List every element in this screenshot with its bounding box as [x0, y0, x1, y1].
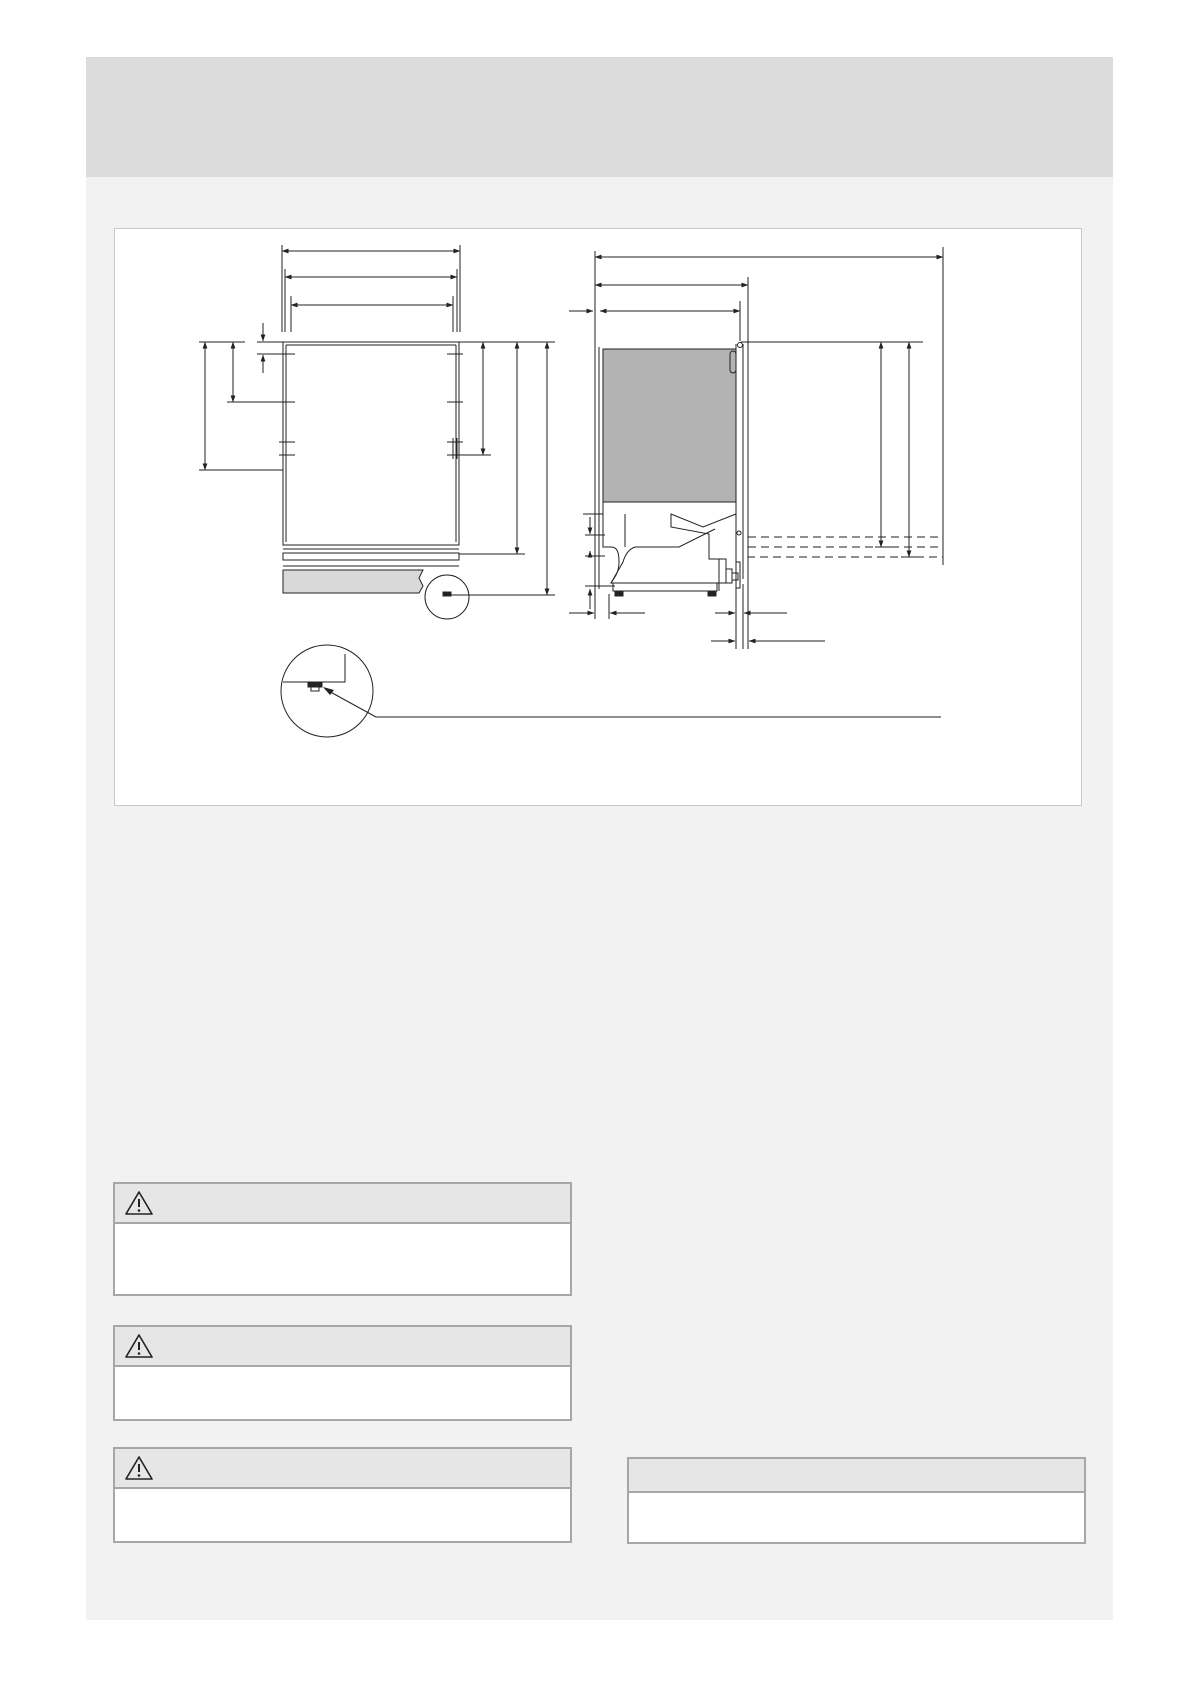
foot-detail-callout: [281, 645, 941, 737]
warning-box-2: [113, 1325, 572, 1421]
warning-header-2: [115, 1327, 570, 1367]
note-text: [629, 1493, 1084, 1513]
header-band: [86, 57, 1113, 177]
front-view: [199, 245, 555, 619]
warning-text-3: [115, 1489, 570, 1509]
warning-triangle-icon: [124, 1333, 154, 1359]
warning-header-1: [115, 1184, 570, 1224]
installation-dimension-diagram: [114, 228, 1082, 806]
warning-text-2: [115, 1367, 570, 1387]
warning-triangle-icon: [124, 1455, 154, 1481]
warning-text-1: [115, 1224, 570, 1244]
warning-header-3: [115, 1449, 570, 1489]
note-box: [627, 1457, 1086, 1544]
warning-triangle-icon: [124, 1190, 154, 1216]
side-view: [569, 247, 943, 649]
dimension-drawing: [115, 229, 1083, 807]
warning-box-3: [113, 1447, 572, 1543]
warning-box-1: [113, 1182, 572, 1296]
manual-page: [86, 57, 1113, 1620]
note-header: [629, 1459, 1084, 1493]
